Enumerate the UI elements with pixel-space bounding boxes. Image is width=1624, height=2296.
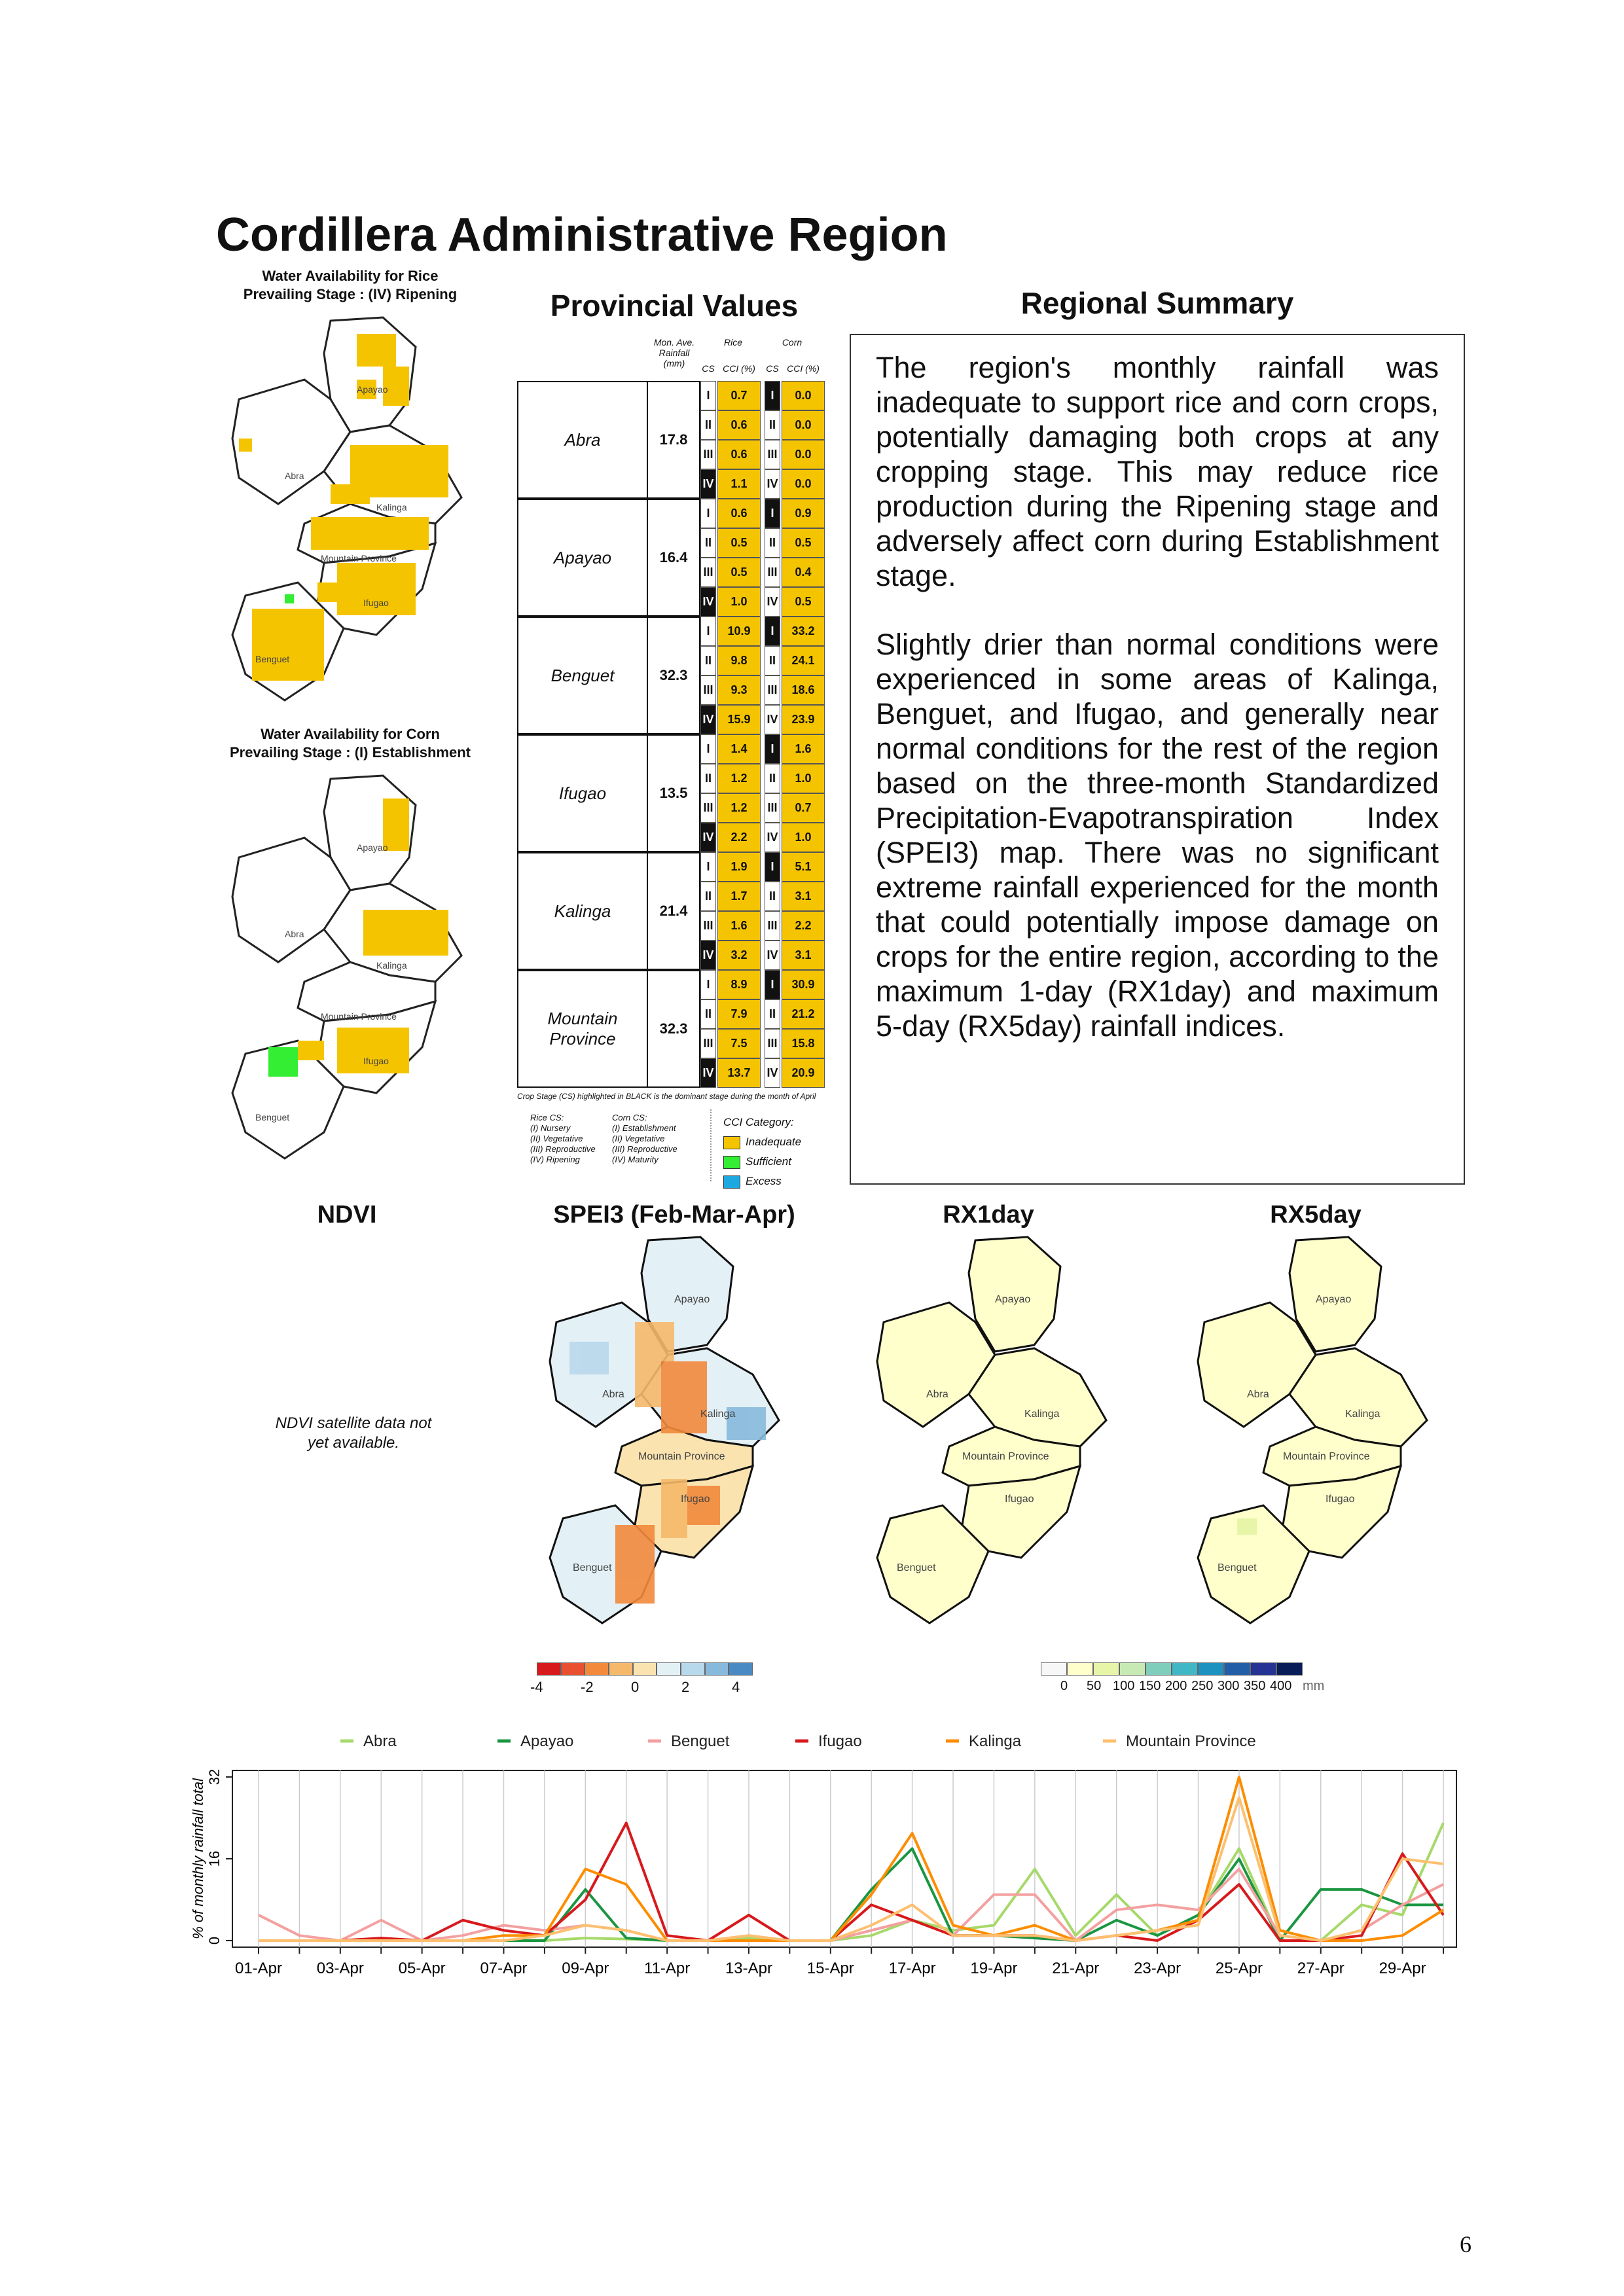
province-rainfall: 17.8 [648,381,700,499]
corn-cs-item: (I) Establishment [612,1123,676,1133]
rice-cs-item: (II) Vegetative [530,1134,583,1143]
rice-cs-cell: III [700,558,716,587]
rice-map-label-mountain-province: Mountain Province [321,553,397,564]
spei-scale-swatch [657,1662,681,1676]
spei-title: SPEI3 (Feb-Mar-Apr) [553,1201,795,1229]
corn-cci-cell: 1.0 [782,764,825,793]
rainfall-header: Mon. Ave. Rainfall (mm) [653,337,695,368]
corn-cs-cell: IV [765,705,780,734]
corn-cci-cell: 15.8 [782,1029,825,1058]
spei-scale-swatch [633,1662,657,1676]
corn-cci-cell: 0.5 [782,587,825,617]
spei-scale-label: 2 [681,1679,690,1695]
rain-scale-swatch [1250,1662,1276,1676]
rain-scale-swatch [1093,1662,1119,1676]
rain-scale-label: 0 [1060,1679,1068,1693]
province-row [517,970,825,1088]
rice-map-title-line1: Water Availability for Rice [262,268,439,284]
x-tick-label: 01-Apr [234,1960,283,1977]
corn-map-title-line1: Water Availability for Corn [261,726,440,742]
rain-scale-swatch [1067,1662,1093,1676]
x-tick-label: 15-Apr [806,1960,854,1977]
spei-scale-swatch [609,1662,633,1676]
rice-cci-cell: 15.9 [717,705,761,734]
rice-map-label-apayao: Apayao [357,384,388,395]
x-tick-label: 27-Apr [1297,1960,1344,1977]
province-rainfall: 32.3 [648,970,700,1088]
province-rainfall: 16.4 [648,499,700,617]
rain-scale-label: 250 [1191,1679,1214,1693]
spei-scale-swatch [537,1662,561,1676]
rice-cs-cell: II [700,646,716,675]
cci-label: Sufficient [746,1155,791,1168]
corn-cs-cell: III [765,558,780,587]
corn-cs-cell: II [765,882,780,911]
rice-cci-cell: 1.6 [717,911,761,941]
rice-cci-cell: 8.9 [717,970,761,999]
spei-color-scale [537,1662,753,1676]
rice-cs-cell: II [700,410,716,440]
rain-scale-swatch [1198,1662,1224,1676]
rice-cci-cell: 1.7 [717,882,761,911]
corn-cs-cell: IV [765,823,780,852]
page-number: 6 [1460,2231,1471,2257]
province-row [517,852,825,970]
legend-label: Ifugao [818,1732,862,1750]
rice-cci-cell: 10.9 [717,617,761,646]
corn-cs-cell: I [765,734,780,764]
corn-cci-cell: 24.1 [782,646,825,675]
rice-cs-cell: IV [700,823,716,852]
rice-cs-cell: IV [700,705,716,734]
corn-cs-cell: III [765,440,780,469]
cci-legend-title: CCI Category: [723,1116,794,1128]
corn-cci-cell: 1.0 [782,823,825,852]
rice-cci-cell: 3.2 [717,941,761,970]
rice-map-label-kalinga: Kalinga [376,502,407,512]
rain-scale-swatch [1041,1662,1067,1676]
province-name: Apayao [517,499,648,617]
rx5day-map [1185,1230,1447,1649]
corn-cs-cell: II [765,646,780,675]
rx1-label-mountain-province: Mountain Province [962,1451,1049,1462]
cci-legend-inadequate [723,1132,828,1152]
corn-cci-cell: 0.4 [782,558,825,587]
rx1-label-ifugao: Ifugao [1005,1494,1034,1505]
rice-cs-cell: III [700,911,716,941]
corn-cci-cell: 21.2 [782,999,825,1029]
spei-scale-swatch [705,1662,729,1676]
corn-cci-cell: 0.0 [782,381,825,410]
rx5-label-benguet: Benguet [1218,1562,1257,1573]
rice-cci-cell: 0.6 [717,410,761,440]
rx1-label-apayao: Apayao [995,1294,1031,1305]
y-tick-label: 0 [206,1936,223,1945]
corn-cs-cell: I [765,852,780,882]
corn-cs-cell: II [765,410,780,440]
rice-cs-cell: II [700,999,716,1029]
province-row [517,499,825,617]
province-name: Ifugao [517,734,648,852]
corn-cs-cell: III [765,911,780,941]
province-row [517,734,825,852]
rice-cci-cell: 7.9 [717,999,761,1029]
rice-cci-cell: 9.3 [717,675,761,705]
x-tick-label: 07-Apr [480,1960,528,1977]
corn-cci-cell: 0.0 [782,440,825,469]
corn-cs-item: (IV) Maturity [612,1155,659,1164]
rain-scale-swatch [1172,1662,1198,1676]
corn-cci-cell: 30.9 [782,970,825,999]
y-tick-label: 16 [206,1850,223,1867]
legend-label: Kalinga [969,1732,1022,1750]
rice-cs-legend-title: Rice CS: [530,1113,564,1122]
rice-cs-cell: III [700,675,716,705]
corn-cs-item: (III) Reproductive [612,1144,677,1154]
cci-label: Inadequate [746,1136,802,1148]
rain-scale-label: 100 [1113,1679,1135,1693]
rice-cci-cell: 0.6 [717,440,761,469]
corn-map-label-kalinga: Kalinga [376,960,407,971]
rainfall-color-scale [1041,1662,1303,1676]
rice-cs-cell: I [700,617,716,646]
rice-cs-cell: I [700,499,716,528]
spei-scale-swatch [585,1662,609,1676]
x-tick-label: 11-Apr [644,1960,691,1977]
x-tick-label: 25-Apr [1215,1960,1263,1977]
corn-cci-cell: 5.1 [782,852,825,882]
spei-label-benguet: Benguet [573,1562,612,1573]
rx5-label-ifugao: Ifugao [1326,1494,1355,1505]
rice-cs-cell: I [700,381,716,410]
spei-scale-label: -2 [581,1679,594,1695]
summary-paragraph-2: Slightly drier than normal conditions were experienced in some areas of Kalinga, Benguet, and Ifugao, and generally near normal conditions for the rest of the region based on the three-month Standardized Precipitation-Evapotranspiration Index (SPEI3) map. There was no significant extreme rainfall experienced for the month that could potentially impose damage on crops for the entire region, according to the maximum 1-day (RX1day) and maximum 5-day (RX5day) rainfall indices. [876,628,1439,1043]
crop-stage-footnote: Crop Stage (CS) highlighted in BLACK is the dominant stage during the month of April [517,1092,816,1101]
corn-cci-header: CCI (%) [787,363,820,374]
rain-scale-swatch [1146,1662,1172,1676]
page-title: Cordillera Administrative Region [216,209,948,261]
rain-scale-swatch [1224,1662,1250,1676]
province-rainfall: 21.4 [648,852,700,970]
spei-scale-swatch [681,1662,705,1676]
y-axis-label: % of monthly rainfall total [190,1778,206,1939]
corn-map-stage: Prevailing Stage : (I) Establishment [230,744,471,761]
rx1day-title: RX1day [943,1201,1034,1229]
rice-cci-cell: 0.7 [717,381,761,410]
cci-label: Excess [746,1175,782,1187]
rx5-label-abra: Abra [1247,1389,1269,1400]
rice-cs-cell: I [700,734,716,764]
corn-cci-cell: 0.0 [782,469,825,499]
corn-cs-cell: IV [765,469,780,499]
rx5-label-mountain-province: Mountain Province [1283,1451,1370,1462]
rain-scale-label: 150 [1139,1679,1161,1693]
corn-cs-cell: II [765,999,780,1029]
x-tick-label: 03-Apr [316,1960,364,1977]
rice-cs-item: (III) Reproductive [530,1144,596,1154]
summary-paragraph-1: The region's monthly rainfall was inadequate to support rice and corn crops, potentially damaging both crops at any cropping stage. This may reduce rice production during the Ripening stage and adversely affect corn during Establishment stage. [876,351,1439,592]
regional-summary-title: Regional Summary [1020,286,1294,320]
excess-swatch [723,1175,740,1189]
corn-cs-item: (II) Vegetative [612,1134,665,1143]
rx5day-title: RX5day [1270,1201,1362,1229]
province-rainfall: 13.5 [648,734,700,852]
rice-cci-cell: 1.1 [717,469,761,499]
corn-cci-cell: 20.9 [782,1058,825,1088]
rice-cci-cell: 0.6 [717,499,761,528]
rain-scale-label: 50 [1087,1679,1102,1693]
corn-map-label-ifugao: Ifugao [363,1056,389,1066]
rice-cs-header: CS [702,363,715,374]
corn-cs-cell: II [765,764,780,793]
rice-cs-cell: II [700,528,716,558]
y-tick-label: 32 [206,1768,223,1785]
corn-cci-cell: 33.2 [782,617,825,646]
corn-map-title [209,725,491,762]
inadequate-swatch [723,1136,740,1149]
daily-rainfall-chart [183,1715,1466,2003]
rain-scale-label: 300 [1218,1679,1240,1693]
x-tick-label: 05-Apr [398,1960,446,1977]
rice-cs-cell: III [700,1029,716,1058]
sufficient-swatch [723,1156,740,1169]
legend-label: Benguet [671,1732,730,1750]
spei-scale-labels [530,1679,766,1698]
corn-cs-cell: III [765,793,780,823]
rx5-label-apayao: Apayao [1316,1294,1352,1305]
rice-cs-cell: II [700,882,716,911]
rice-cci-cell: 7.5 [717,1029,761,1058]
rice-cs-cell: IV [700,469,716,499]
spei-label-ifugao: Ifugao [681,1494,710,1505]
legend-label: Apayao [520,1732,574,1750]
corn-cs-cell: III [765,1029,780,1058]
rice-map-label-ifugao: Ifugao [363,598,389,608]
rain-scale-label: 350 [1244,1679,1266,1693]
rice-cs-cell: IV [700,587,716,617]
corn-cs-header: CS [766,363,779,374]
rice-water-availability-map [219,308,481,713]
rice-header: Rice [723,337,742,348]
rx1-label-abra: Abra [926,1389,948,1400]
corn-cci-cell: 3.1 [782,882,825,911]
corn-cs-cell: III [765,675,780,705]
rice-map-stage: Prevailing Stage : (IV) Ripening [243,286,458,302]
rice-map-title [216,267,484,304]
rice-cci-cell: 1.9 [717,852,761,882]
province-name: Kalinga [517,852,648,970]
x-tick-label: 23-Apr [1134,1960,1182,1977]
province-name: Abra [517,381,648,499]
spei-label-mountain-province: Mountain Province [638,1451,725,1462]
corn-cci-cell: 0.9 [782,499,825,528]
rice-cs-cell: IV [700,1058,716,1088]
spei-label-abra: Abra [602,1389,624,1400]
corn-cci-cell: 3.1 [782,941,825,970]
rx1-label-kalinga: Kalinga [1024,1408,1060,1420]
province-row [517,617,825,734]
spei-scale-label: -4 [530,1679,543,1695]
rain-scale-label: 200 [1165,1679,1187,1693]
rice-cci-cell: 1.2 [717,764,761,793]
corn-cs-legend-title: Corn CS: [612,1113,647,1122]
rice-cci-cell: 1.4 [717,734,761,764]
corn-cs-cell: I [765,617,780,646]
provincial-values-title: Provincial Values [550,289,799,323]
corn-map-label-apayao: Apayao [357,842,388,853]
rice-cci-cell: 13.7 [717,1058,761,1088]
rainfall-scale-labels [1041,1679,1342,1698]
cci-legend [723,1113,828,1191]
rx5-label-kalinga: Kalinga [1345,1408,1380,1420]
rice-cci-cell: 1.0 [717,587,761,617]
corn-cci-cell: 23.9 [782,705,825,734]
regional-summary-text [876,350,1439,1077]
ndvi-title: NDVI [317,1201,377,1229]
corn-cci-cell: 0.5 [782,528,825,558]
spei-scale-label: 4 [732,1679,740,1695]
rice-cci-cell: 9.8 [717,646,761,675]
cci-legend-excess [723,1172,828,1191]
rice-cs-cell: III [700,793,716,823]
rice-cs-cell: IV [700,941,716,970]
legend-label: Mountain Province [1126,1732,1256,1750]
rice-cs-cell: II [700,764,716,793]
rx1day-map [864,1230,1126,1649]
corn-cci-cell: 1.6 [782,734,825,764]
spei-scale-label: 0 [631,1679,640,1695]
rain-scale-label: 400 [1270,1679,1292,1693]
legend-divider [710,1109,713,1181]
rice-cci-cell: 0.5 [717,528,761,558]
corn-cci-cell: 2.2 [782,911,825,941]
rice-cs-cell: I [700,970,716,999]
corn-cci-cell: 0.0 [782,410,825,440]
rice-cci-cell: 0.5 [717,558,761,587]
rx1-label-benguet: Benguet [897,1562,936,1573]
rice-cci-header: CCI (%) [723,363,755,374]
corn-cs-cell: I [765,381,780,410]
x-tick-label: 09-Apr [562,1960,609,1977]
spei-label-kalinga: Kalinga [700,1408,736,1420]
rice-cs-item: (I) Nursery [530,1123,571,1133]
legend-label: Abra [363,1732,397,1750]
corn-map-label-abra: Abra [285,929,304,939]
x-tick-label: 19-Apr [970,1960,1018,1977]
corn-cs-legend [612,1113,700,1165]
spei-label-apayao: Apayao [674,1294,710,1305]
rain-scale-swatch [1276,1662,1303,1676]
corn-cci-cell: 18.6 [782,675,825,705]
corn-header: Corn [782,337,803,348]
rice-cs-cell: I [700,852,716,882]
rice-cs-item: (IV) Ripening [530,1155,580,1164]
cci-legend-sufficient [723,1152,828,1172]
corn-cs-cell: I [765,970,780,999]
corn-water-availability-map [219,766,481,1172]
rice-cci-cell: 2.2 [717,823,761,852]
corn-map-label-benguet: Benguet [255,1112,290,1122]
corn-cci-cell: 0.7 [782,793,825,823]
province-rainfall: 32.3 [648,617,700,734]
ndvi-note: NDVI satellite data not yet available. [275,1414,432,1452]
province-name: Benguet [517,617,648,734]
x-tick-label: 29-Apr [1379,1960,1426,1977]
rice-cs-cell: III [700,440,716,469]
province-row [517,381,825,499]
spei-scale-swatch [561,1662,585,1676]
corn-cs-cell: IV [765,1058,780,1088]
x-tick-label: 21-Apr [1052,1960,1100,1977]
corn-cs-cell: I [765,499,780,528]
plot-area [232,1770,1456,1947]
rice-cs-legend [530,1113,609,1165]
rice-map-label-benguet: Benguet [255,654,290,664]
rice-cci-cell: 1.2 [717,793,761,823]
rice-map-label-abra: Abra [285,471,304,481]
rain-scale-swatch [1119,1662,1146,1676]
x-tick-label: 17-Apr [888,1960,936,1977]
corn-map-label-mountain-province: Mountain Province [321,1011,397,1022]
corn-cs-cell: IV [765,941,780,970]
spei-scale-swatch [729,1662,753,1676]
corn-cs-cell: IV [765,587,780,617]
x-tick-label: 13-Apr [725,1960,772,1977]
rain-scale-unit: mm [1303,1679,1325,1693]
province-name: Mountain Province [517,970,648,1088]
corn-cs-cell: II [765,528,780,558]
spei3-map [537,1230,799,1649]
